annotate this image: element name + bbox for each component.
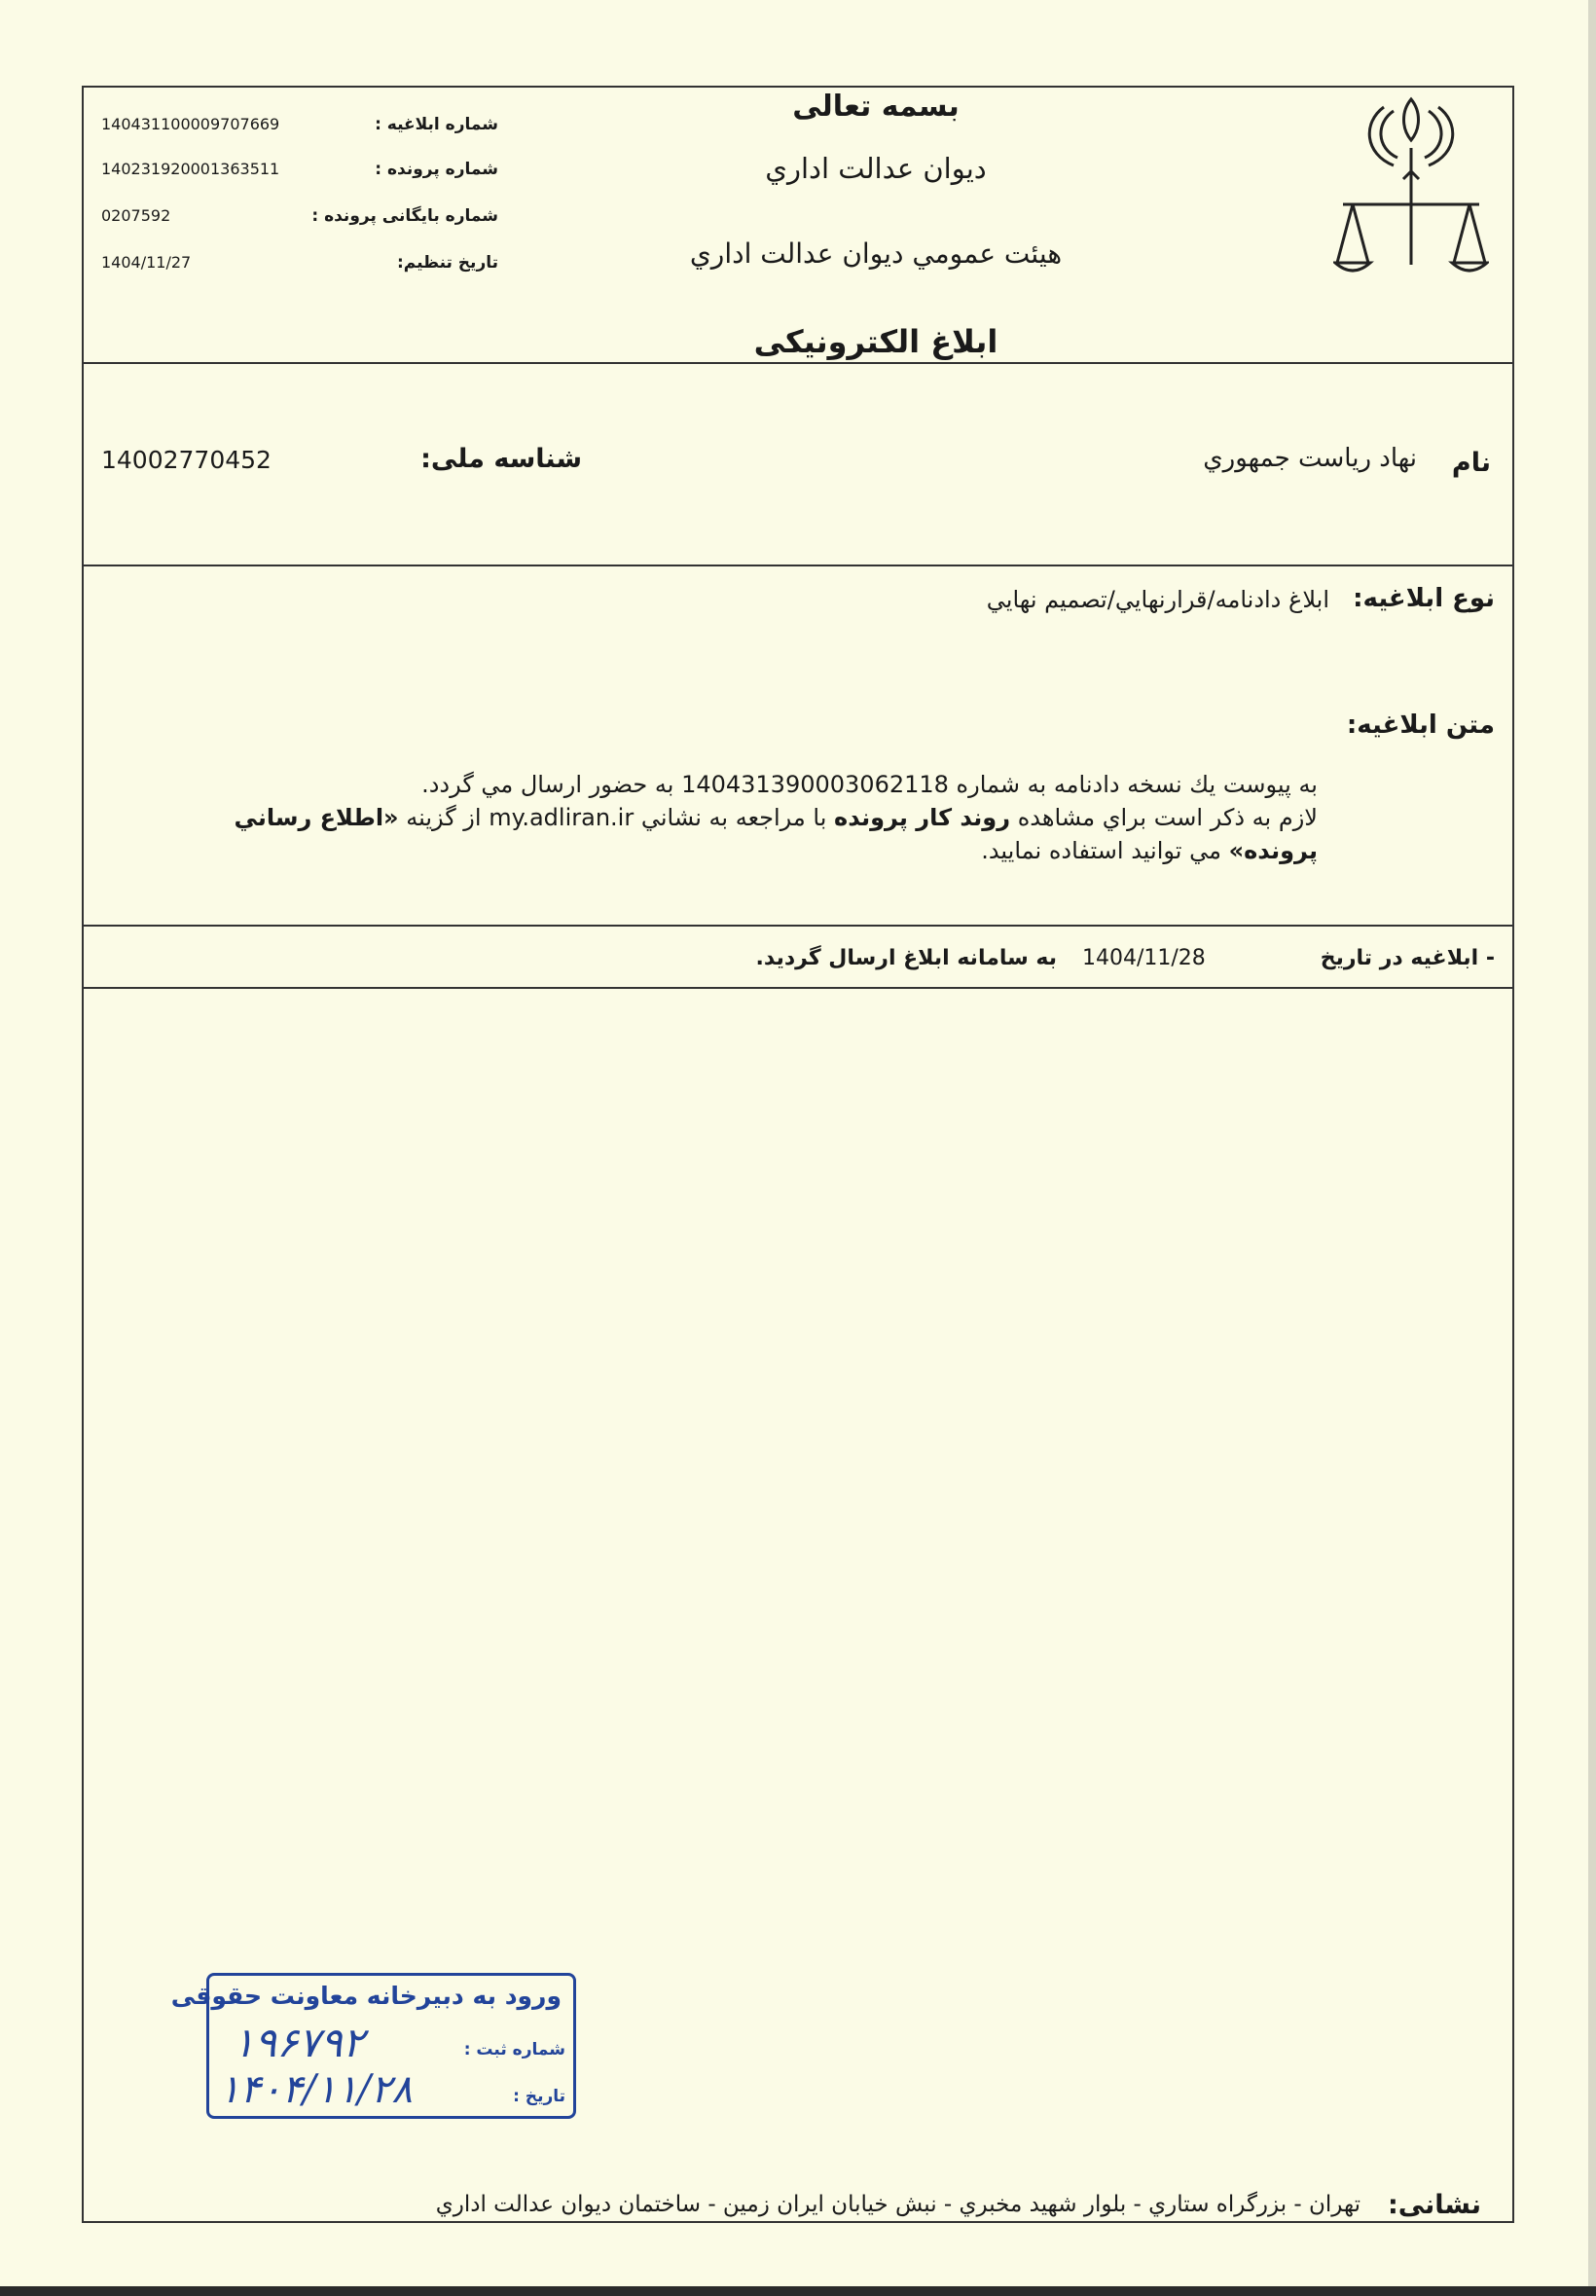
divider xyxy=(82,362,1514,364)
secretariat-stamp xyxy=(170,1973,576,2119)
notice-type-value: ابلاغ دادنامه/قرارنهايي/تصميم نهايي xyxy=(986,586,1329,613)
iran-emblem-icon xyxy=(1333,90,1489,284)
notice-text-bold: «اطلاع رساني xyxy=(234,804,399,831)
stamp-reg-value: ۱۹۶۷۹۲ xyxy=(233,2019,365,2066)
notice-text-line xyxy=(981,837,1318,864)
archive-number-value: 0207592 xyxy=(101,206,171,225)
stamp-reg-label: شماره ثبت : xyxy=(463,2040,565,2059)
scan-edge-bottom xyxy=(0,2286,1596,2296)
notice-text-line xyxy=(235,804,1318,831)
stamp-title: ورود به دبیرخانه معاونت حقوقی xyxy=(170,1982,562,2010)
address-value: تهران - بزرگراه ستاري - بلوار شهيد مخبري - نبش خيابان ايران زمين - ساختمان ديوان عدالت اداري xyxy=(435,2192,1360,2217)
notice-text-bold: پرونده» xyxy=(1228,837,1318,864)
sent-prefix: - ابلاغیه در تاریخ xyxy=(1320,946,1495,970)
sent-date: 1404/11/28 xyxy=(1082,946,1206,970)
case-number-label: شماره پرونده : xyxy=(375,160,498,179)
org-name: ديوان عدالت اداري xyxy=(765,152,987,185)
notice-text-line1: به پيوست يك نسخه دادنامه به شماره 140431390003062118 به حضور ارسال مي گردد. xyxy=(421,771,1318,798)
notice-text-part: با مراجعه به نشاني my.adliran.ir از گزينه xyxy=(406,804,827,831)
document-frame xyxy=(82,86,1514,2223)
notice-text-bold: روند كار پرونده xyxy=(834,804,1011,831)
board-name: هيئت عمومي ديوان عدالت اداري xyxy=(689,237,1063,270)
divider xyxy=(82,565,1514,566)
address-label: نشانی: xyxy=(1387,2190,1481,2220)
notice-text-line xyxy=(421,771,1318,798)
recipient-name-value: نهاد رياست جمهوري xyxy=(1203,444,1417,473)
divider xyxy=(82,925,1514,927)
issue-date-value: 1404/11/27 xyxy=(101,253,192,272)
national-id-label: شناسه ملی: xyxy=(420,444,582,474)
issue-date-label: تاریخ تنظیم: xyxy=(396,253,498,273)
bismillah-heading: بسمه تعالی xyxy=(792,90,960,124)
recipient-name-label: نام xyxy=(1451,448,1491,478)
notice-type-label: نوع ابلاغیه: xyxy=(1353,584,1495,613)
divider xyxy=(82,987,1514,989)
archive-number-label: شماره بایگانی پرونده : xyxy=(311,206,498,226)
stamp-date-label: تاریخ : xyxy=(513,2087,565,2106)
stamp-date-value: ۱۴۰۴/۱۱/۲۸ xyxy=(219,2067,413,2112)
notice-text-part: مي توانيد استفاده نماييد. xyxy=(981,837,1221,864)
case-number-value: 140231920001363511 xyxy=(101,160,280,178)
national-id-value: 14002770452 xyxy=(101,446,272,474)
notice-number-label: شماره ابلاغیه : xyxy=(375,115,498,134)
scan-edge xyxy=(1588,0,1596,2296)
sent-suffix: به سامانه ابلاغ ارسال گرديد. xyxy=(755,946,1057,970)
notice-text-part: لازم به ذكر است براي مشاهده xyxy=(1017,804,1318,831)
document-title: ابلاغ الکترونیکی xyxy=(753,323,998,360)
notice-text-label: متن ابلاغیه: xyxy=(1346,711,1495,740)
notice-number-value: 140431100009707669 xyxy=(101,115,280,133)
